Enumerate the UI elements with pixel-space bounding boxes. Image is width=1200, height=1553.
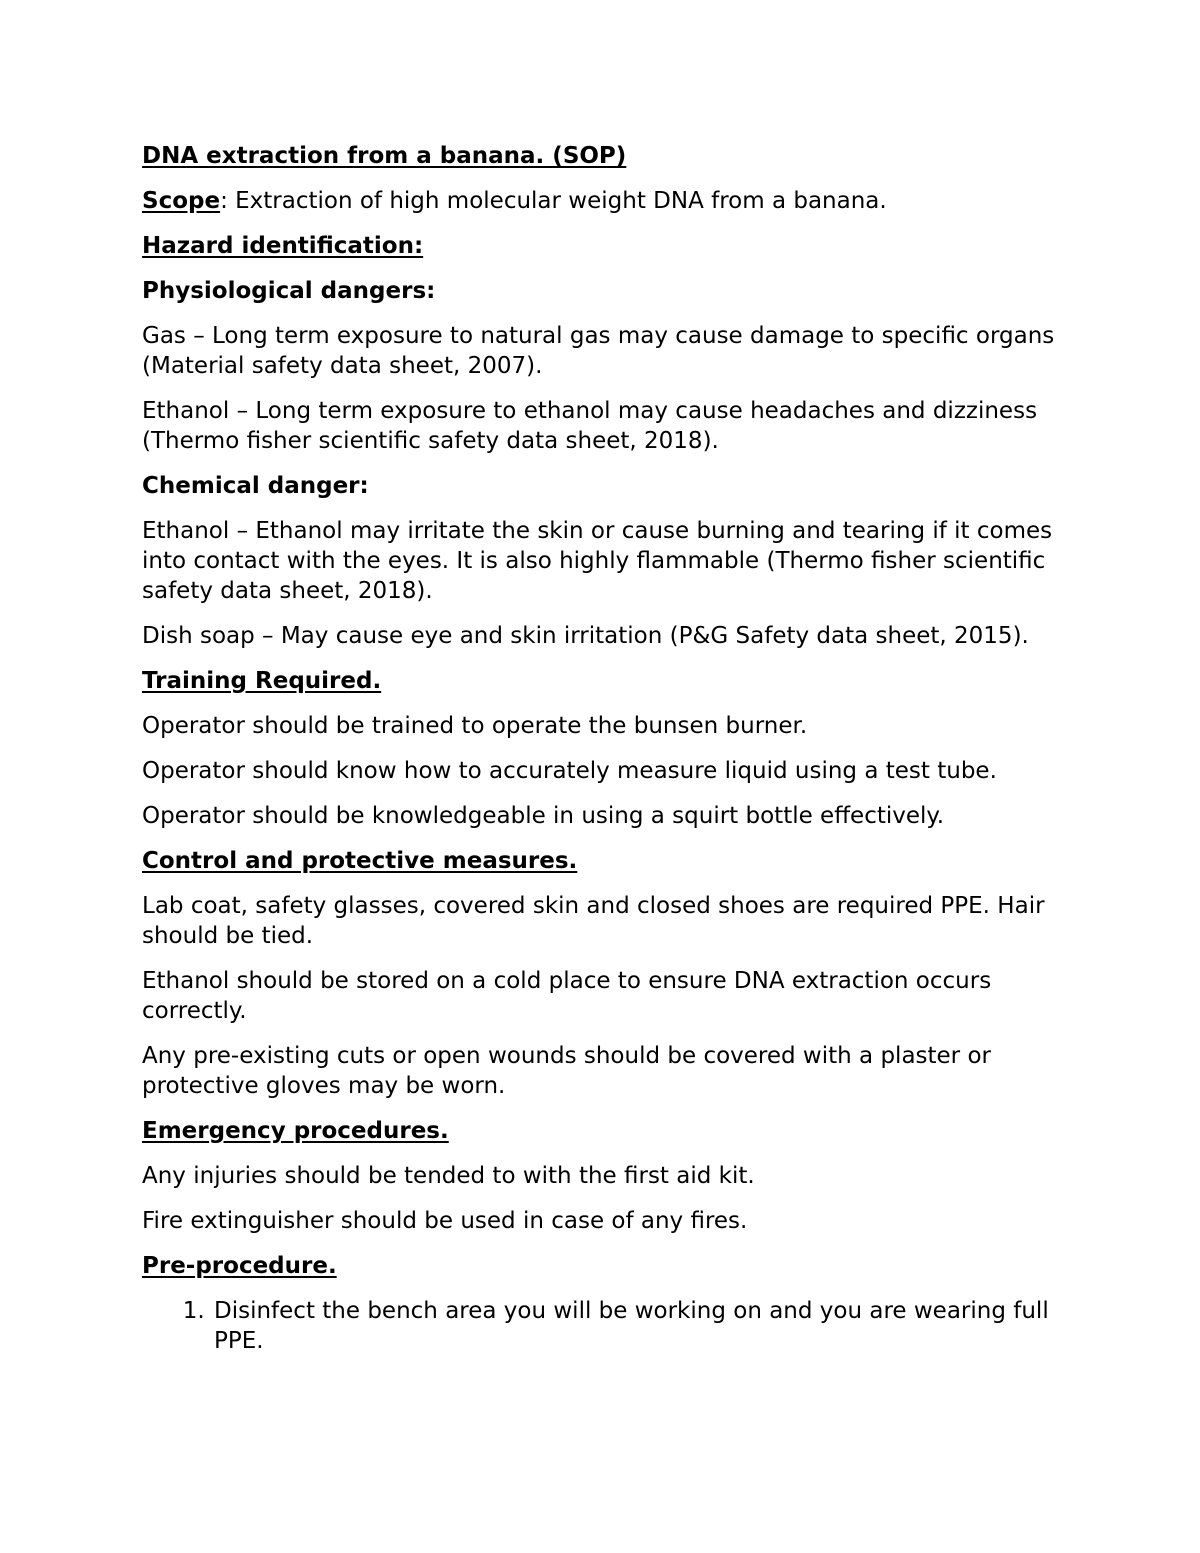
control-item-cuts: Any pre-existing cuts or open wounds should be covered with a plaster or protective gloves may be worn. bbox=[142, 1043, 991, 1099]
scope-text: : Extraction of high molecular weight DNA from a banana. bbox=[220, 188, 887, 214]
control-item-ppe: Lab coat, safety glasses, covered skin and closed shoes are required PPE. Hair should be tied. bbox=[142, 893, 1045, 949]
physiological-heading: Physiological dangers: bbox=[142, 278, 436, 304]
control-item-ethanol-storage: Ethanol should be stored on a cold place to ensure DNA extraction occurs correctly. bbox=[142, 968, 992, 1024]
physiological-item-gas: Gas – Long term exposure to natural gas may cause damage to specific organs (Material safety data sheet, 2007). bbox=[142, 323, 1055, 379]
preprocedure-step: 1. Disinfect the bench area you will be working on and you are wearing full PPE. bbox=[212, 1296, 1072, 1356]
emergency-item-fire: Fire extinguisher should be used in case of any fires. bbox=[142, 1208, 748, 1234]
emergency-heading: Emergency procedures. bbox=[142, 1118, 449, 1144]
training-item-measure: Operator should know how to accurately measure liquid using a test tube. bbox=[142, 758, 997, 784]
hazard-heading: Hazard identification: bbox=[142, 233, 424, 259]
training-item-bunsen: Operator should be trained to operate the bunsen burner. bbox=[142, 713, 808, 739]
document-page bbox=[142, 141, 1072, 1356]
preprocedure-steps bbox=[142, 1296, 1072, 1356]
scope-paragraph bbox=[142, 186, 1072, 216]
control-heading: Control and protective measures. bbox=[142, 848, 578, 874]
emergency-item-first-aid: Any injuries should be tended to with the first aid kit. bbox=[142, 1163, 755, 1189]
chemical-heading: Chemical danger: bbox=[142, 473, 369, 499]
chemical-item-ethanol: Ethanol – Ethanol may irritate the skin or cause burning and tearing if it comes into contact with the eyes. It is also highly flammable (Thermo fisher scientific safety data sheet, 2018). bbox=[142, 518, 1053, 604]
preprocedure-heading: Pre-procedure. bbox=[142, 1253, 337, 1279]
chemical-item-dish-soap: Dish soap – May cause eye and skin irritation (P&G Safety data sheet, 2015). bbox=[142, 623, 1029, 649]
scope-label: Scope bbox=[142, 188, 221, 214]
document-title: DNA extraction from a banana. (SOP) bbox=[142, 143, 627, 169]
training-item-squirt-bottle: Operator should be knowledgeable in using a squirt bottle effectively. bbox=[142, 803, 945, 829]
training-heading: Training Required. bbox=[142, 668, 382, 694]
physiological-item-ethanol: Ethanol – Long term exposure to ethanol may cause headaches and dizziness (Thermo fisher scientific safety data sheet, 2018). bbox=[142, 398, 1038, 454]
